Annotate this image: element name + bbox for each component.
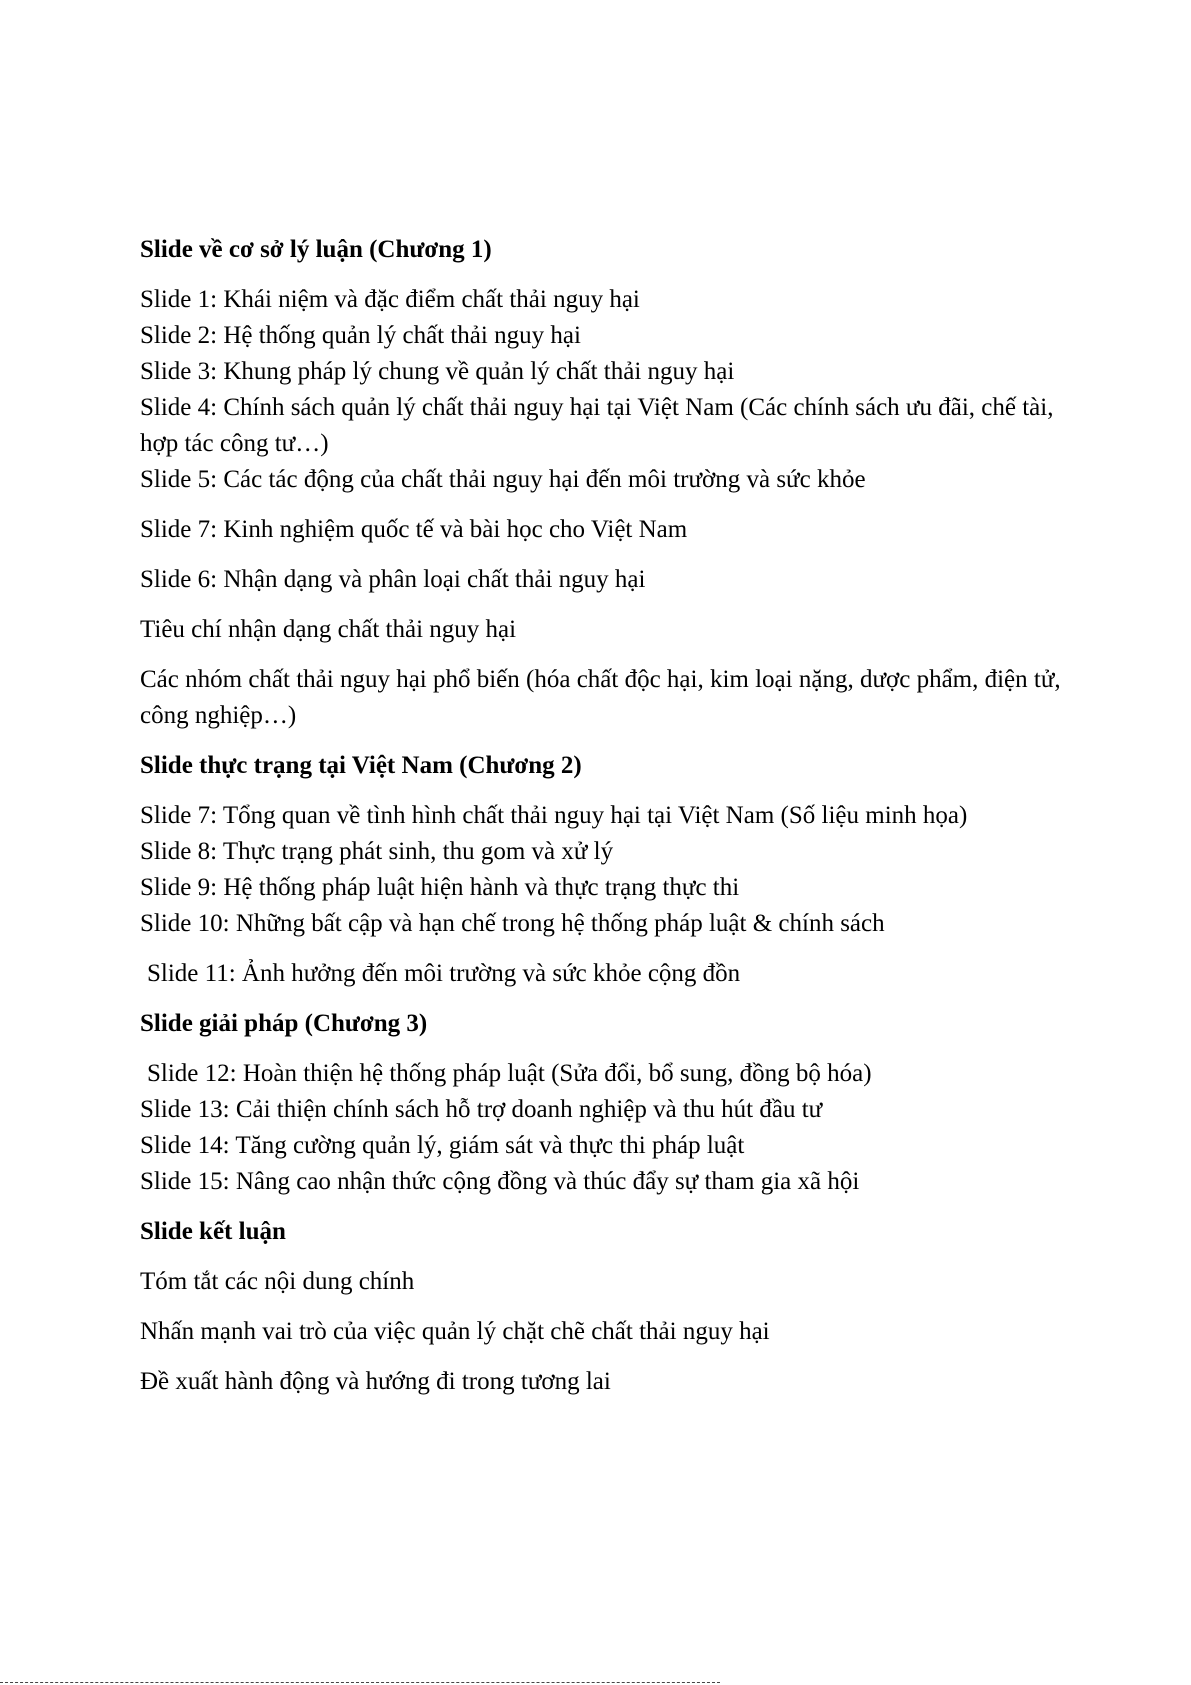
conclusion-item: Đề xuất hành động và hướng đi trong tương lai bbox=[140, 1368, 611, 1395]
chapter2-slide11: Slide 11: Ảnh hưởng đến môi trường và sức khỏe cộng đồn bbox=[147, 960, 741, 987]
chapter1-slide7: Slide 7: Kinh nghiệm quốc tế và bài học cho Việt Nam bbox=[140, 516, 688, 543]
chapter2-line: Slide 7: Tổng quan về tình hình chất thải nguy hại tại Việt Nam (Số liệu minh họa) bbox=[140, 802, 968, 829]
conclusion-heading: Slide kết luận bbox=[140, 1218, 286, 1245]
chapter3-line: Slide 14: Tăng cường quản lý, giám sát và thực thi pháp luật bbox=[140, 1132, 745, 1159]
conclusion-item: Tóm tắt các nội dung chính bbox=[140, 1268, 415, 1295]
chapter1-slide6: Slide 6: Nhận dạng và phân loại chất thải nguy hại bbox=[140, 566, 646, 593]
chapter1-line: Slide 5: Các tác động của chất thải nguy hại đến môi trường và sức khỏe bbox=[140, 466, 866, 493]
chapter3-line: Slide 12: Hoàn thiện hệ thống pháp luật (Sửa đổi, bổ sung, đồng bộ hóa) bbox=[147, 1060, 872, 1087]
chapter1-line: Slide 2: Hệ thống quản lý chất thải nguy hại bbox=[140, 322, 581, 349]
chapter2-line: Slide 10: Những bất cập và hạn chế trong hệ thống pháp luật & chính sách bbox=[140, 910, 885, 937]
conclusion-item: Nhấn mạnh vai trò của việc quản lý chặt chẽ chất thải nguy hại bbox=[140, 1318, 770, 1345]
chapter1-line: Slide 1: Khái niệm và đặc điểm chất thải nguy hại bbox=[140, 286, 640, 313]
chapter1-groups: Các nhóm chất thải nguy hại phổ biến (hóa chất độc hại, kim loại nặng, dược phẩm, điện tử, công nghiệp…) bbox=[140, 666, 1061, 729]
chapter2-line: Slide 8: Thực trạng phát sinh, thu gom và xử lý bbox=[140, 838, 614, 865]
document-content bbox=[140, 232, 1080, 1400]
chapter1-line: Slide 4: Chính sách quản lý chất thải nguy hại tại Việt Nam (Các chính sách ưu đãi, chế tài, hợp tác công tư…) bbox=[140, 394, 1054, 457]
chapter3-line: Slide 15: Nâng cao nhận thức cộng đồng và thúc đẩy sự tham gia xã hội bbox=[140, 1168, 860, 1195]
chapter2-heading: Slide thực trạng tại Việt Nam (Chương 2) bbox=[140, 752, 582, 779]
chapter3-heading: Slide giải pháp (Chương 3) bbox=[140, 1010, 428, 1037]
chapter2-line: Slide 9: Hệ thống pháp luật hiện hành và thực trạng thực thi bbox=[140, 874, 740, 901]
chapter3-line: Slide 13: Cải thiện chính sách hỗ trợ doanh nghiệp và thu hút đầu tư bbox=[140, 1096, 823, 1123]
chapter1-heading: Slide về cơ sở lý luận (Chương 1) bbox=[140, 236, 492, 263]
chapter1-criteria: Tiêu chí nhận dạng chất thải nguy hại bbox=[140, 616, 517, 643]
chapter1-line: Slide 3: Khung pháp lý chung về quản lý chất thải nguy hại bbox=[140, 358, 735, 385]
page-bottom-rule bbox=[0, 1682, 720, 1683]
